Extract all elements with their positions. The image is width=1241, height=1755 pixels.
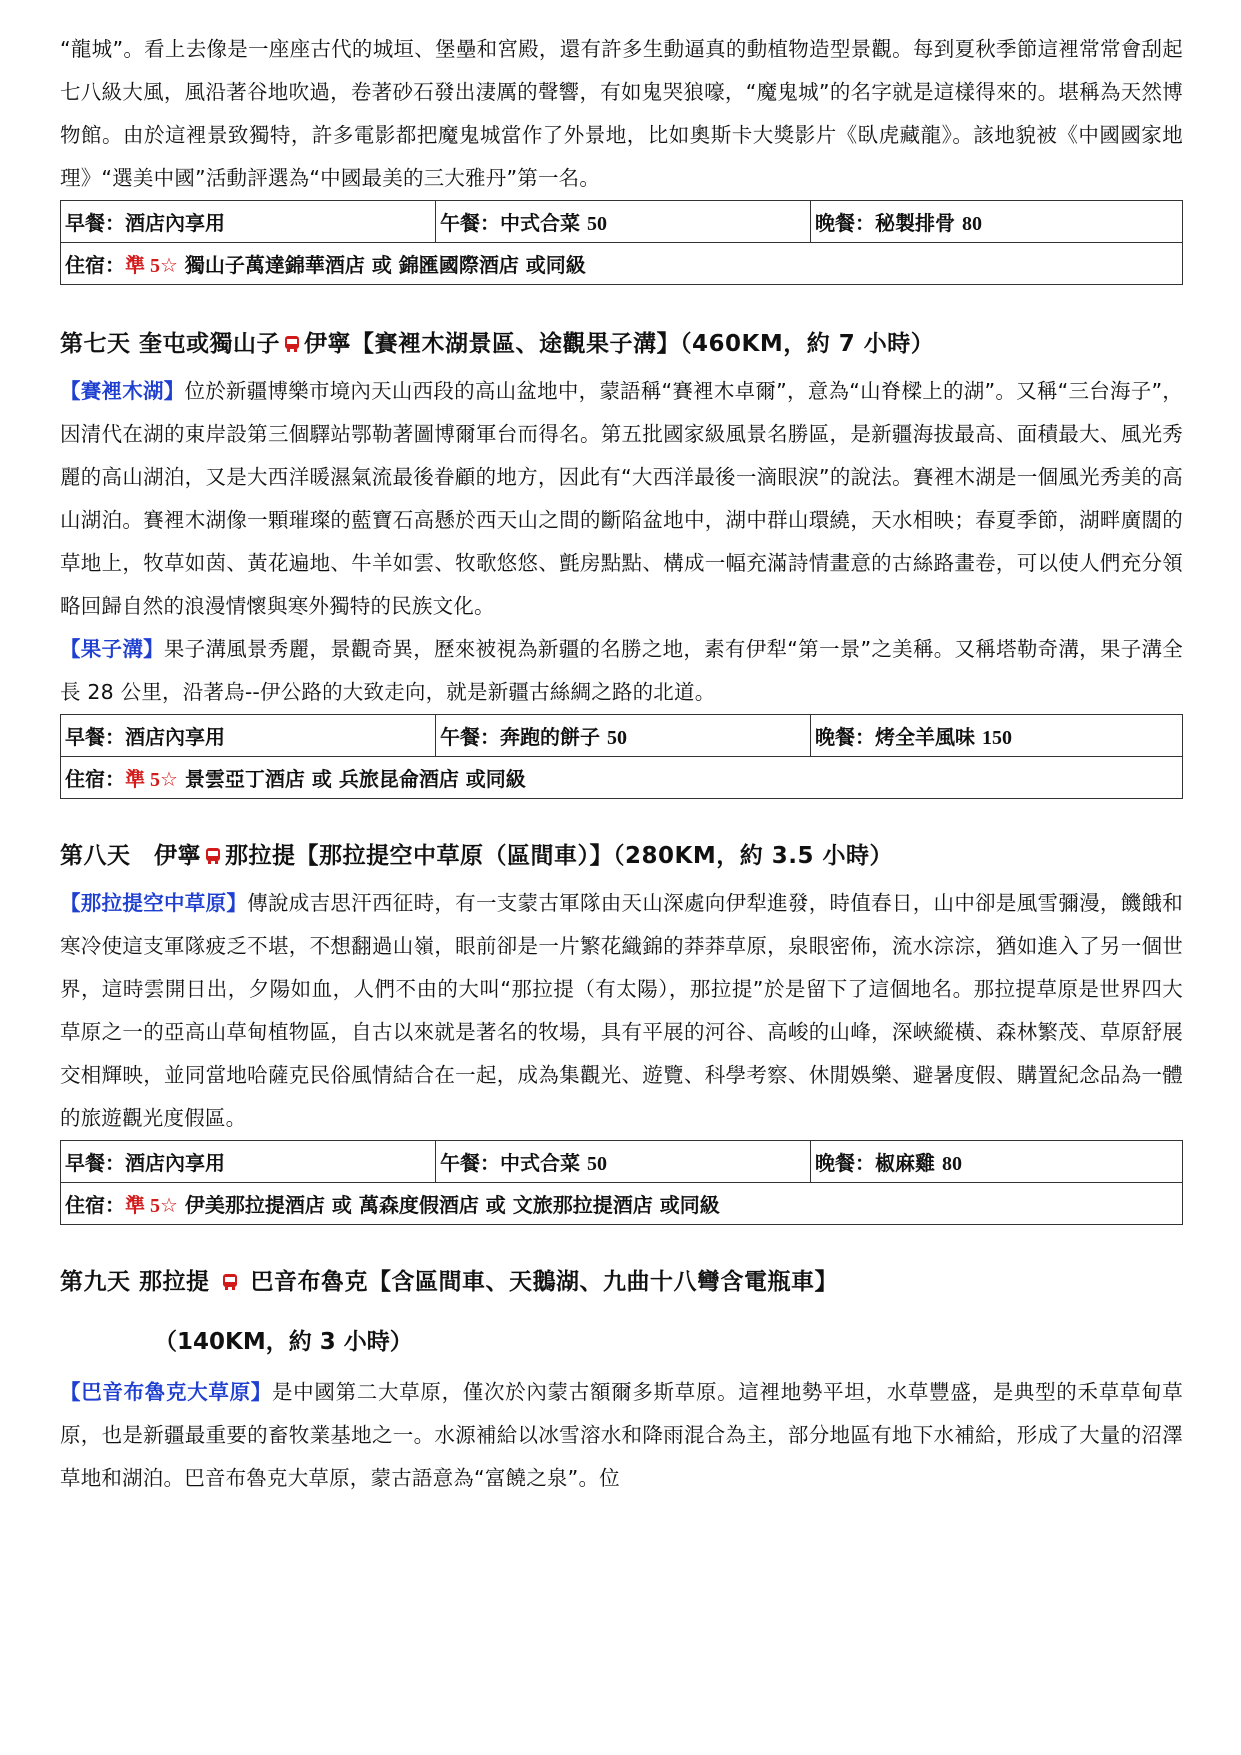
lunch-price: 50	[586, 1153, 607, 1175]
dinner-price: 80	[961, 213, 982, 235]
day7-title-start: 第七天 奎屯或獨山子	[60, 331, 281, 357]
sight-description: 果子溝風景秀麗，景觀奇異，歷來被視為新疆的名勝之地，素有伊犁“第一景”之美稱。又稱塔勒奇溝，果子溝全長 28 公里，沿著烏--伊公路的大致走向，就是新疆古絲綢之路的北道。	[60, 637, 1184, 704]
day7-heading	[60, 327, 1183, 361]
hotel-list: 景雲亞丁酒店 或 兵旅昆侖酒店 或同級	[177, 767, 526, 791]
stay-label: 住宿：	[65, 767, 125, 791]
itinerary-page	[60, 28, 1183, 1500]
lunch-text: 午餐：中式合菜	[440, 1151, 587, 1175]
dinner-cell	[811, 715, 1183, 757]
day7-title-end: 伊寧【賽裡木湖景區、途觀果子溝】（460KM，約 7 小時）	[304, 331, 935, 357]
dinner-cell	[811, 1141, 1183, 1183]
dinner-cell	[811, 201, 1183, 243]
day9-distance: （140KM，約 3 小時）	[154, 1329, 413, 1355]
day8-title-end: 那拉提【那拉提空中草原（區間車）】（280KM，約 3.5 小時）	[225, 843, 893, 869]
breakfast-text: 早餐：酒店內享用	[65, 1151, 225, 1175]
day9-title-start: 第九天 那拉提	[60, 1269, 210, 1295]
hotel-grade: 準 5	[125, 255, 160, 277]
lunch-price: 50	[586, 213, 607, 235]
accommodation-cell	[61, 1183, 1183, 1225]
day8-heading	[60, 839, 1183, 873]
day9-heading	[60, 1265, 1183, 1299]
lunch-price: 50	[606, 727, 627, 749]
day7-meals-table	[60, 714, 1183, 799]
hotel-list: 獨山子萬達錦華酒店 或 錦匯國際酒店 或同級	[177, 253, 586, 277]
breakfast-cell	[61, 1141, 436, 1183]
bus-icon	[222, 1274, 238, 1290]
dinner-price: 80	[941, 1153, 962, 1175]
dinner-price: 150	[981, 727, 1012, 749]
star-icon: ☆	[160, 253, 178, 277]
day8-title-start: 第八天 伊寧	[60, 843, 201, 869]
day7-paragraph-1	[60, 370, 1183, 628]
day9-title-end: 巴音布魯克【含區間車、天鵝湖、九曲十八彎含電瓶車】	[242, 1269, 839, 1295]
lunch-cell	[436, 1141, 811, 1183]
breakfast-text: 早餐：酒店內享用	[65, 725, 225, 749]
sight-tag: 【賽裡木湖】	[60, 379, 185, 403]
hotel-list: 伊美那拉提酒店 或 萬森度假酒店 或 文旅那拉提酒店 或同級	[177, 1193, 720, 1217]
breakfast-cell	[61, 715, 436, 757]
sight-tag: 【果子溝】	[60, 637, 164, 661]
breakfast-text: 早餐：酒店內享用	[65, 211, 225, 235]
stay-label: 住宿：	[65, 1193, 125, 1217]
intro-paragraph: “龍城”。看上去像是一座座古代的城垣、堡壘和宮殿，還有許多生動逼真的動植物造型景觀。每到夏秋季節這裡常常會刮起七八級大風，風沿著谷地吹過，卷著砂石發出淒厲的聲響，有如鬼哭狼嚎，“魔鬼城”的名字就是這樣得來的。堪稱為天然博物館。由於這裡景致獨特，許多電影都把魔鬼城當作了外景地，比如奧斯卡大獎影片《臥虎藏龍》。該地貌被《中國國家地理》“選美中國”活動評選為“中國最美的三大雅丹”第一名。	[60, 37, 1183, 190]
day6-meals-table	[60, 200, 1183, 285]
star-icon: ☆	[160, 767, 178, 791]
dinner-text: 晚餐：椒麻雞	[815, 1151, 942, 1175]
accommodation-cell	[61, 243, 1183, 285]
day9-paragraph-1	[60, 1371, 1183, 1500]
hotel-grade: 準 5	[125, 769, 160, 791]
stay-label: 住宿：	[65, 253, 125, 277]
day7-paragraph-2	[60, 628, 1183, 714]
day8-meals-table	[60, 1140, 1183, 1225]
lunch-cell	[436, 201, 811, 243]
sight-tag: 【巴音布魯克大草原】	[60, 1380, 272, 1404]
sight-description: 是中國第二大草原，僅次於內蒙古額爾多斯草原。這裡地勢平坦，水草豐盛，是典型的禾草草甸草原，也是新疆最重要的畜牧業基地之一。水源補給以冰雪溶水和降雨混合為主，部分地區有地下水補給，形成了大量的沼澤草地和湖泊。巴音布魯克大草原，蒙古語意為“富饒之泉”。位	[60, 1380, 1183, 1490]
bus-icon	[284, 336, 300, 352]
lunch-text: 午餐：中式合菜	[440, 211, 587, 235]
sight-description: 傳說成吉思汗西征時，有一支蒙古軍隊由天山深處向伊犁進發，時值春日，山中卻是風雪彌漫，饑餓和寒冷使這支軍隊疲乏不堪，不想翻過山嶺，眼前卻是一片繁花織錦的莽莽草原，泉眼密佈，流水淙淙，猶如進入了另一個世界，這時雲開日出，夕陽如血，人們不由的大叫“那拉提（有太陽），那拉提”於是留下了這個地名。那拉提草原是世界四大草原之一的亞高山草甸植物區，自古以來就是著名的牧場，具有平展的河谷、高峻的山峰，深峽縱橫、森林繁茂、草原舒展交相輝映，並同當地哈薩克民俗風情結合在一起，成為集觀光、遊覽、科學考察、休閒娛樂、避暑度假、購置紀念品為一體的旅遊觀光度假區。	[60, 891, 1183, 1130]
dinner-text: 晚餐：秘製排骨	[815, 211, 962, 235]
star-icon: ☆	[160, 1193, 178, 1217]
lunch-text: 午餐：奔跑的餅子	[440, 725, 607, 749]
hotel-grade: 準 5	[125, 1195, 160, 1217]
bus-icon	[205, 848, 221, 864]
lunch-cell	[436, 715, 811, 757]
dinner-text: 晚餐：烤全羊風味	[815, 725, 982, 749]
sight-tag: 【那拉提空中草原】	[60, 891, 248, 915]
breakfast-cell	[61, 201, 436, 243]
day8-paragraph-1	[60, 882, 1183, 1140]
accommodation-cell	[61, 757, 1183, 799]
sight-description: 位於新疆博樂市境內天山西段的高山盆地中，蒙語稱“賽裡木卓爾”，意為“山脊樑上的湖”。又稱“三台海子”，因清代在湖的東岸設第三個驛站鄂勒著圖博爾軍台而得名。第五批國家級風景名勝區，是新疆海拔最高、面積最大、風光秀麗的高山湖泊，又是大西洋暖濕氣流最後眷顧的地方，因此有“大西洋最後一滴眼淚”的說法。賽裡木湖是一個風光秀美的高山湖泊。賽裡木湖像一顆璀璨的藍寶石高懸於西天山之間的斷陷盆地中，湖中群山環繞，天水相映；春夏季節，湖畔廣闊的草地上，牧草如茵、黃花遍地、牛羊如雲、牧歌悠悠、氈房點點、構成一幅充滿詩情畫意的古絲路畫卷，可以使人們充分領略回歸自然的浪漫情懷與寒外獨特的民族文化。	[60, 379, 1184, 618]
